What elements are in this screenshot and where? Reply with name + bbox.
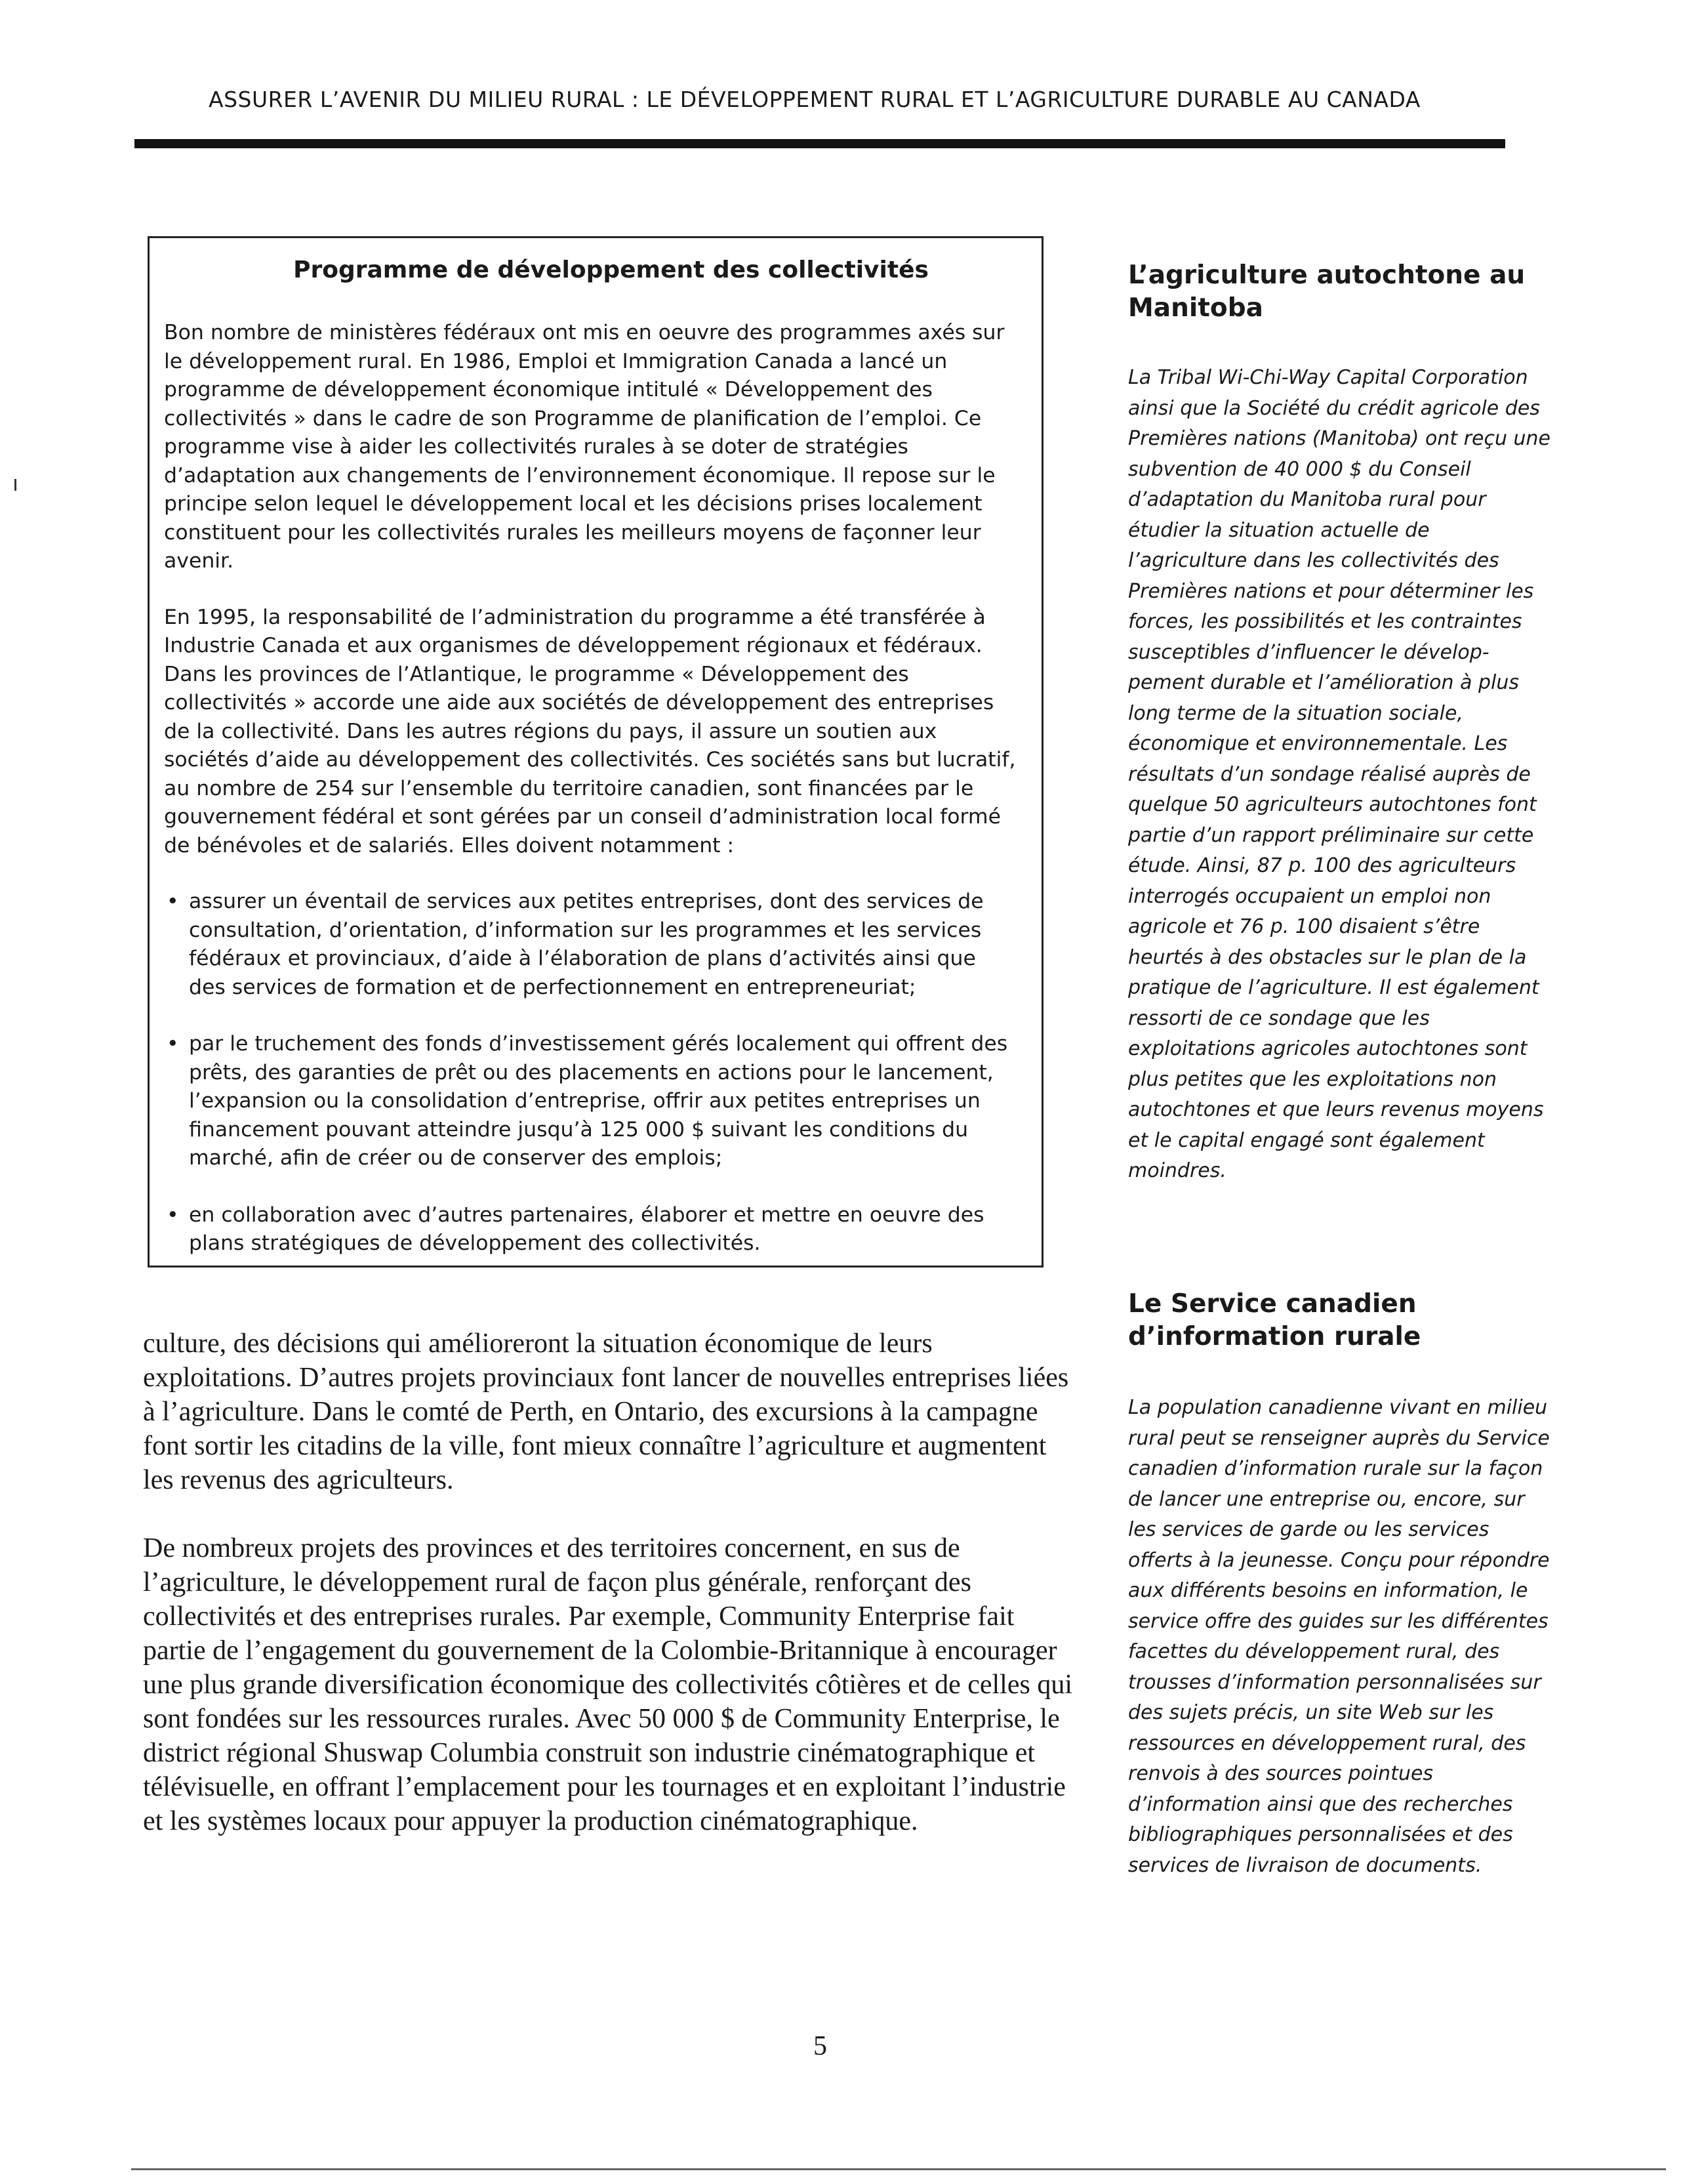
sidebar-text: La population canadienne vivant en milieu rural peut se renseigner auprès du Service canadien d’information rurale sur la façon de lancer une entreprise ou, encore, sur les services de garde ou les services offerts à la jeunesse. Conçu pour répondre aux différents besoins en information, le service offre des guides sur les différentes facettes du développement rural, des trousses d’information personnalisées sur des sujets précis, un site Web sur les ressources en développement rural, des renvois à des sources pointues d’information ainsi que des recherches bibliographiques personnalisées et des services de livraison de documents. bbox=[1128, 1396, 1550, 1877]
bullet-icon: • bbox=[167, 1203, 179, 1227]
box-bullet-list bbox=[164, 888, 1019, 1258]
main-body-text bbox=[143, 1327, 1074, 1872]
bullet-text: par le truchement des fonds d’investissement gérés localement qui offrent des prêts, des garanties de prêt ou des placements en actions pour le lancement, l’expansion ou la consolidation d’entreprise, offrir aux petites entreprises un financement pouvant atteindre jusqu’à 125 000 $ suivant les conditions du marché, afin de créer ou de conserver des emplois; bbox=[189, 1032, 1008, 1170]
box-bullet-item bbox=[164, 1201, 1019, 1258]
box-bullet-item bbox=[164, 888, 1019, 1002]
sidebar-heading: L’agriculture autochtone au Manitoba bbox=[1128, 260, 1526, 323]
body-paragraph: De nombreux projets des provinces et des territoires concernent, en sus de l’agriculture, le développement rural de façon plus générale, renforçant des collectivités et des entreprises rurales. Par exemple, Community Enterprise fait partie de l’engagement du gouvernement de la Colombie-Britannique à encourager une plus grande diversification économique des collectivités côtières et de celles qui sont fondées sur les ressources rurales. Avec 50 000 $ de Community Enterprise, le district régional Shuswap Columbia construit son industrie cinématographique et télévisuelle, en offrant l’emplacement pour les tournages et en exploitant l’industrie et les systèmes locaux pour appuyer la production cinématographique. bbox=[143, 1533, 1073, 1836]
bullet-icon: • bbox=[167, 890, 179, 913]
margin-mark bbox=[14, 479, 16, 491]
box-paragraph: En 1995, la responsabilité de l’administration du programme a été transférée à Industrie Canada et aux organismes de développement régionaux et fédéraux. Dans les provinces de l’Atlantique, le programme « Développement des collectivités » accorde une aide aux sociétés de développement des entreprises de la collectivité. Dans les autres régions du pays, il assure un soutien aux sociétés d’aide au développement des collectivités. Ces sociétés sans but lucratif, au nombre de 254 sur l’ensemble du territoire canadien, sont financées par le gouvernement fédéral et sont gérées par un conseil d’administration local formé de bénévoles et de salariés. Elles doivent notamment : bbox=[164, 605, 1016, 857]
sidebar-section-rural-info bbox=[1128, 1288, 1554, 1881]
box-bullet-item bbox=[164, 1030, 1019, 1173]
body-paragraph: culture, des décisions qui amélioreront la situation économique de leurs exploitations. D’autres projets provinciaux font lancer de nouvelles entreprises liées à l’agriculture. Dans le comté de Perth, en Ontario, des excursions à la campagne font sortir les citadins de la ville, font mieux connaître l’agriculture et augmentent les revenus des agriculteurs. bbox=[143, 1329, 1069, 1495]
sidebar-section-manitoba bbox=[1128, 259, 1554, 1187]
bottom-rule bbox=[131, 2168, 1666, 2170]
program-box bbox=[148, 236, 1043, 1267]
box-paragraph: Bon nombre de ministères fédéraux ont mis en oeuvre des programmes axés sur le développement rural. En 1986, Emploi et Immigration Canada a lancé un programme de développement économique intitulé « Développement des collectivités » dans le cadre de son Programme de planification de l’emploi. Ce programme vise à aider les collectivités rurales à se doter de stratégies d’adaptation aux changements de l’environnement économique. Il repose sur le principe selon lequel le développement local et les décisions prises localement constituent pour les collectivités rurales les meilleurs moyens de façonner leur avenir. bbox=[164, 321, 1005, 573]
header-rule bbox=[134, 139, 1505, 148]
running-header: ASSURER L’AVENIR DU MILIEU RURAL : LE DÉVELOPPEMENT RURAL ET L’AGRICULTURE DURABLE AU CANADA bbox=[209, 87, 1421, 112]
sidebar-text: La Tribal Wi-Chi-Way Capital Corporation ainsi que la Société du crédit agricole des Premières nations (Manitoba) ont reçu une subvention de 40 000 $ du Conseil d’adaptation du Manitoba rural pour étudier la situation actuelle de l’agriculture dans les collectivités des Premières nations et pour déterminer les forces, les possibilités et les contraintes susceptibles d’influencer le dévelop-pement durable et l’amélioration à plus long terme de la situation sociale, économique et environnementale. Les résultats d’un sondage réalisé auprès de quelque 50 agriculteurs autochtones font partie d’un rapport préliminaire sur cette étude. Ainsi, 87 p. 100 des agriculteurs interrogés occupaient un emploi non agricole et 76 p. 100 disaient s’être heurtés à des obstacles sur le plan de la pratique de l’agriculture. Il est également ressorti de ce sondage que les exploitations agricoles autochtones sont plus petites que les exploitations non autochtones et que leurs revenus moyens et le capital engagé sont également moindres. bbox=[1128, 366, 1550, 1182]
sidebar-heading: Le Service canadien d’information rurale bbox=[1128, 1289, 1421, 1351]
page-number: 5 bbox=[813, 2031, 827, 2061]
box-title: Programme de développement des collectivités bbox=[293, 257, 929, 283]
bullet-icon: • bbox=[167, 1032, 179, 1056]
bullet-text: en collaboration avec d’autres partenaires, élaborer et mettre en oeuvre des plans stratégiques de développement des collectivités. bbox=[189, 1203, 984, 1255]
bullet-text: assurer un éventail de services aux petites entreprises, dont des services de consultation, d’orientation, d’information sur les programmes et les services fédéraux et provinciaux, d’aide à l’élaboration de plans d’activités ainsi que des services de formation et de perfectionnement en entrepreneuriat; bbox=[189, 890, 984, 999]
